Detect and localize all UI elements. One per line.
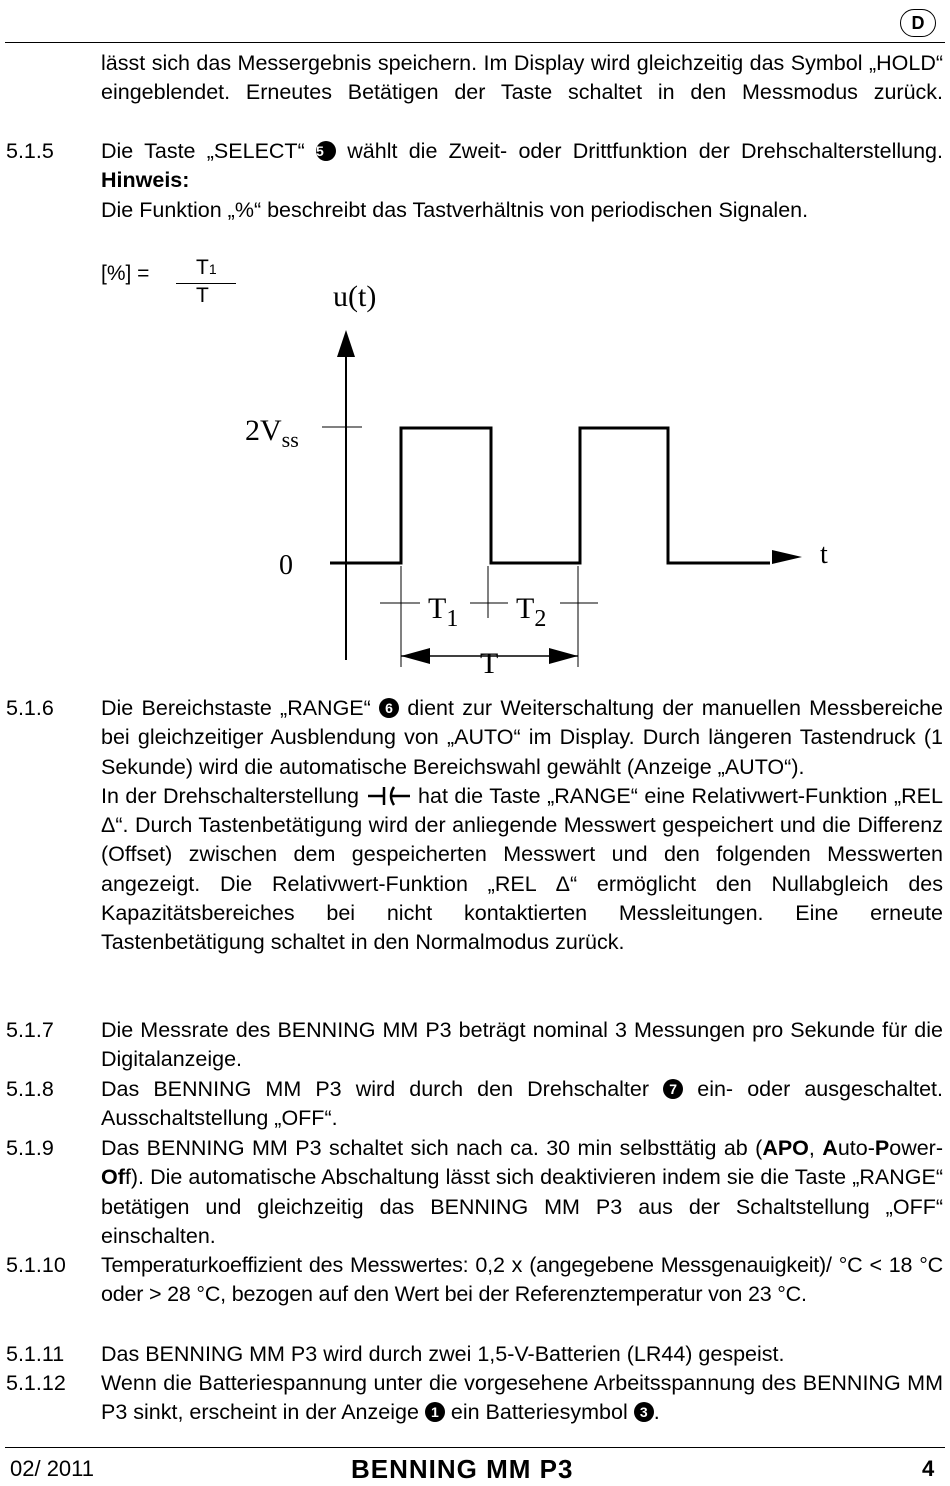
- callout-badge-6: 6: [379, 698, 399, 718]
- x-axis-arrow: [772, 550, 802, 564]
- callout-badge-1: 1: [425, 1402, 445, 1422]
- y-axis-label: u(t): [333, 280, 377, 313]
- hint-label: Hinweis:: [101, 168, 190, 193]
- section-number-5110: 5.1.10: [6, 1253, 66, 1277]
- square-wave-diagram: [0, 0, 950, 700]
- section-number-519: 5.1.9: [6, 1136, 54, 1160]
- hint-text: Die Funktion „%“ beschreibt das Tastverhältnis von periodischen Signalen.: [101, 197, 809, 222]
- section-5112-text: Wenn die Batteriespannung unter die vorgesehene Arbeitsspannung des BENNING MM P3 sinkt, erscheint in der Anzeige 1 ein Batteriesymbol 3 .: [101, 1371, 943, 1425]
- section-number-515: 5.1.5: [6, 139, 54, 163]
- duty-cycle-numerator: T1: [196, 256, 217, 279]
- section-517-text: Die Messrate des BENNING MM P3 beträgt nominal 3 Messungen pro Sekunde für die Digitalanzeige.: [101, 1018, 943, 1072]
- x-axis-label: t: [820, 539, 828, 570]
- capacitor-icon: [366, 786, 412, 806]
- section-516-text: Die Bereichstaste „RANGE“ 6 dient zur Weiterschaltung der manuellen Messbereiche bei gleichzeitiger Ausblendung von „AUTO“ im Display. Durch längeren Tastendruck (1 Sekunde) wird die automatische Bereichswahl gewählt (Anzeige „AUTO“). In der Drehschalterstellung hat die Taste „RANGE“ eine Relativwert-Funktion „REL Δ“. Durch Tastenbetätigung wird der anliegende Messwert gespeichert und die Differenz (Offset) zwischen dem gespeicherten Messwert und den folgenden Messwerten angezeigt. Die Relativwert-Funktion „REL Δ“ ermöglicht den Nullabgleich des Kapazitätsbereiches bei nicht kontaktierten Messleitungen. Eine erneute Tastenbetätigung schaltet in den Normalmodus zurück.: [101, 696, 943, 955]
- language-badge: D: [900, 9, 936, 37]
- square-wave: [330, 428, 770, 563]
- callout-badge-3: 3: [634, 1402, 654, 1422]
- t1-label: $T_1$: [428, 592, 459, 632]
- page-number: 4: [922, 1456, 935, 1481]
- period-label: T: [480, 647, 499, 680]
- zero-label: 0: [279, 550, 293, 581]
- intro-paragraph: lässt sich das Messergebnis speichern. Im Display wird gleichzeitig das Symbol „HOLD“ eingeblendet. Erneutes Betätigen der Taste schaltet in den Messmodus zurück.: [101, 51, 943, 105]
- section-518-text: Das BENNING MM P3 wird durch den Drehschalter 7 ein- oder ausgeschaltet. Ausschaltstellung „OFF“.: [101, 1077, 943, 1131]
- duty-cycle-formula-lhs: [%] =: [101, 262, 150, 285]
- section-number-518: 5.1.8: [6, 1077, 54, 1101]
- duty-cycle-denominator: T: [196, 284, 209, 307]
- section-number-516: 5.1.6: [6, 696, 54, 720]
- t2-label: $T_2$: [516, 592, 547, 632]
- section-515-text: Die Taste „SELECT“ 5 wählt die Zweit- oder Drittfunktion der Drehschalterstellung. Hinweis: Die Funktion „%“ beschreibt das Tastverhältnis von periodischen Signalen.: [101, 137, 943, 225]
- section-519-text: Das BENNING MM P3 schaltet sich nach ca. 30 min selbsttätig ab (APO, Auto-Power-Off). Die automatische Abschaltung lässt sich deaktivieren indem sie die Taste „RANGE“ betätigen und gleichzeitig das BENNING MM P3 aus der Schaltstellung „OFF“ einschalten.: [101, 1136, 943, 1248]
- footer-rule: [5, 1447, 945, 1448]
- period-arrow-right: [549, 648, 578, 664]
- level-label: $2V_{ss}$: [245, 414, 299, 452]
- section-number-5112: 5.1.12: [6, 1371, 66, 1395]
- section-number-5111: 5.1.11: [6, 1342, 65, 1366]
- section-5110-text: Temperaturkoeffizient des Messwertes: 0,2 x (angegebene Messgenauigkeit)/ °C < 18 °C oder > 28 °C, bezogen auf den Wert bei der Referenztemperatur von 23 °C.: [101, 1253, 943, 1307]
- section-5111-text: Das BENNING MM P3 wird durch zwei 1,5-V-Batterien (LR44) gespeist.: [101, 1342, 785, 1366]
- footer-brand: BENNING MM P3: [351, 1454, 574, 1484]
- callout-badge-5: 5: [316, 141, 336, 161]
- callout-badge-7: 7: [663, 1079, 683, 1099]
- y-axis-arrow: [337, 330, 355, 357]
- footer-date: 02/ 2011: [10, 1456, 95, 1481]
- period-arrow-left: [401, 648, 430, 664]
- section-number-517: 5.1.7: [6, 1018, 54, 1042]
